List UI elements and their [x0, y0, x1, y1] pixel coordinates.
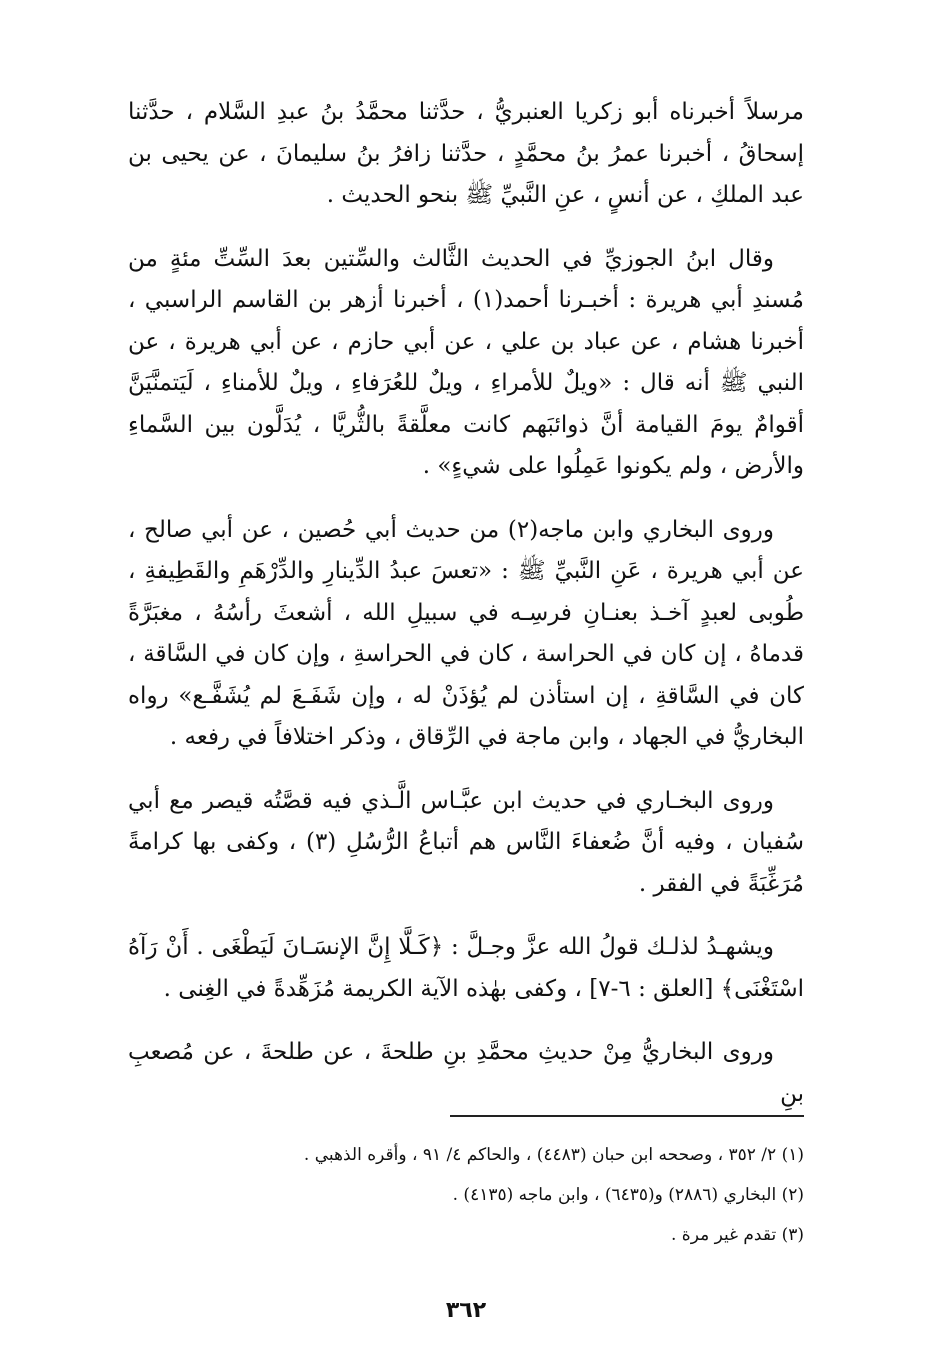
- footnote-3: (٣) تقدم غير مرة .: [670, 1225, 804, 1245]
- footnote-2: (٢) البخاري (٢٨٨٦) و(٦٤٣٥) ، وابن ماجه (٤١٣٥) .: [452, 1185, 804, 1205]
- page-number: ٣٦٢: [445, 1298, 487, 1323]
- paragraph-1: مرسلاً أخبرناه أبو زكريا العنبريُّ ، حدَّثنا محمَّدُ بنُ عبدِ السَّلام ، حدَّثنا إسحاقُ ، أخبرنا عمرُ بنُ محمَّدٍ ، حدَّثنا زافرُ بنُ سليمانَ ، عن يحيى بن عبد الملكِ ، عن أنسٍ ، عنِ النَّبيِّ ﷺ بنحو الحديث .: [128, 99, 804, 208]
- main-text: [128, 92, 804, 1137]
- footnotes: [128, 1135, 804, 1255]
- footnote-separator: [450, 1115, 804, 1117]
- paragraph-2: وقال ابنُ الجوزيِّ في الحديث الثَّالث والسِّتين بعدَ السِّتِّ مئةٍ من مُسندِ أبي هريرة : أخبـرنا أحمد(١) ، أخبرنا أزهر بن القاسم الراسبي ، أخبرنا هشام ، عن عباد بن علي ، عن أبي حازم ، عن أبي هريرة ، عن النبي ﷺ أنه قال : «ويلٌ للأمراءِ ، ويلٌ للعُرَفاءِ ، ويلٌ للأمناءِ ، لَيَتمنَّيَنَّ أقوامٌ يومَ القيامة أنَّ ذوائبَهم كانت معلَّقةً بالثُّريَّا ، يُدَلَّون بين السَّماءِ والأرض ، ولم يكونوا عَمِلُوا على شيءٍ» .: [128, 245, 804, 479]
- footnote-1: (١) ٢/ ٣٥٢ ، وصححه ابن حبان (٤٤٨٣) ، والحاكم ٤/ ٩١ ، وأقره الذهبي .: [303, 1145, 804, 1165]
- paragraph-3: وروى البخاري وابن ماجه(٢) من حديث أبي حُصين ، عن أبي صالح ، عن أبي هريرة ، عَنِ النَّبيِّ ﷺ : «تعسَ عبدُ الدِّينارِ والدِّرْهَمِ والقَطِيفةِ ، طُوبى لعبدٍ آخـذ بعنـانِ فرسِـه في سبيلِ الله ، أشعثَ رأسُهُ ، مغبَرَّةً قدماهُ ، إن كان في الحراسة ، كان في الحراسةِ ، وإن كان في السَّاقة ، كان في السَّاقةِ ، إن استأذن لم يُؤذَنْ له ، وإن شَفَـعَ لم يُشَفَّـع» رواه البخاريُّ في الجهاد ، وابن ماجة في الرِّقاق ، وذكر اختلافاً في رفعه .: [128, 516, 804, 750]
- paragraph-5: ويشهـدُ لذلـك قولُ الله عزَّ وجـلَّ : ﴿كَـلَّا إِنَّ الإنسَـانَ لَيَطْغَى . أَنْ رَآهُ اسْتَغْنَى﴾ [العلق : ٦-٧] ، وكفى بهٰذه الآية الكريمة مُزَهِّدةً في الغِنى .: [128, 934, 804, 1002]
- paragraph-4: وروى البخـاري في حديث ابن عبَّـاس الَّـذي فيه قصَّتُه قيصر مع أبي سُفيان ، وفيه أنَّ ضُعفاءَ النَّاس هم أتباعُ الرُّسُلِ (٣) ، وكفى بها كرامةً مُرَغِّبَةً في الفقر .: [128, 787, 804, 897]
- paragraph-6: وروى البخاريُّ مِنْ حديثِ محمَّدِ بنِ طلحةَ ، عن طلحةَ ، عن مُصعبِ بنِ: [128, 1039, 804, 1107]
